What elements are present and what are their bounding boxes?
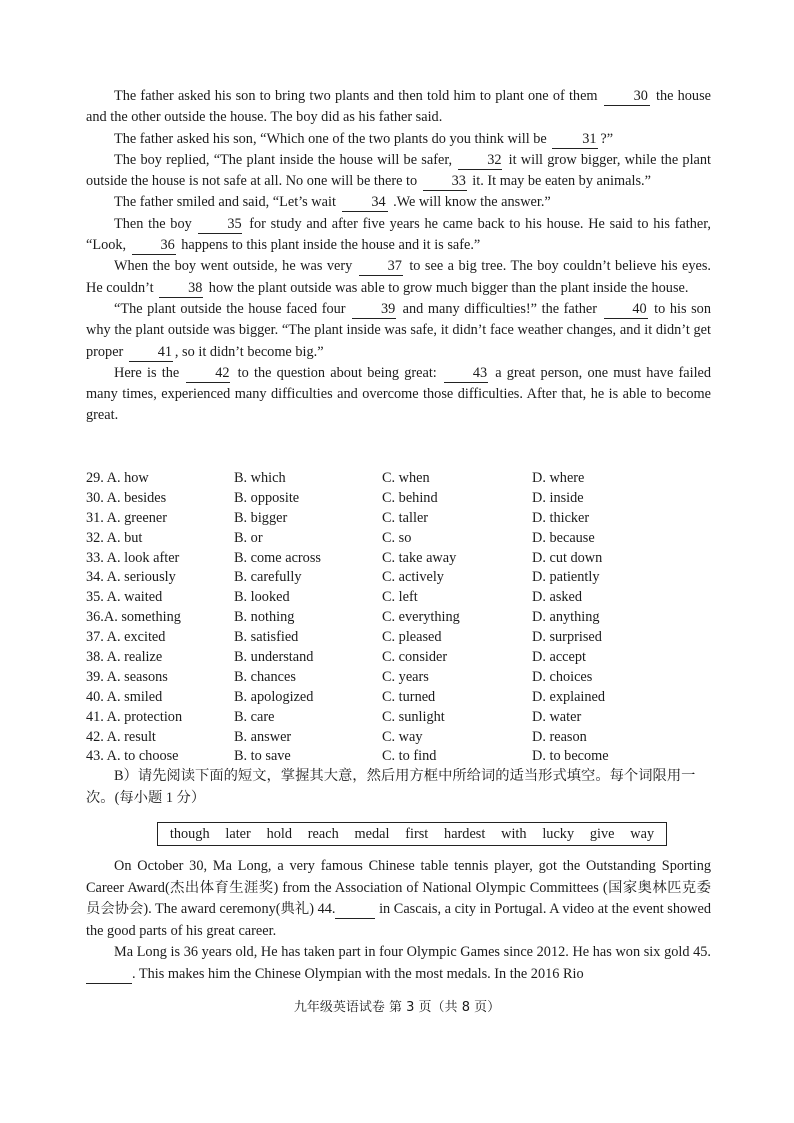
option-row-39: 39. A. seasons B. chances C. years D. choices xyxy=(86,668,593,685)
page-footer: 九年级英语试卷 第 3 页（共 8 页） xyxy=(293,1000,501,1015)
word-bank-item: first xyxy=(405,826,429,842)
word-bank xyxy=(157,822,667,846)
blank-33: 33 xyxy=(423,173,467,191)
paragraph: The boy replied, “The plant inside the house will be safer, 32 it will grow bigger, while the plant outside the house is not safe at all. No one will be there to 33 it. It may be eaten by animals.” xyxy=(86,151,712,190)
blank-42: 42 xyxy=(186,365,230,383)
paragraph: When the boy went outside, he was very 37 to see a big tree. The boy couldn’t believe his eyes. He couldn’t 38 how the plant outside was able to grow much bigger than the plant inside the house. xyxy=(86,258,711,296)
blank-39: 39 xyxy=(352,301,396,319)
paragraph: The father smiled and said, “Let’s wait 34 .We will know the answer.” xyxy=(114,194,551,211)
word-bank-item: hold xyxy=(266,826,292,842)
option-row-37: 37. A. excited B. satisfied C. pleased D. surprised xyxy=(86,629,602,646)
option-row-42: 42. A. result B. answer C. way D. reason xyxy=(86,728,587,745)
blank-44 xyxy=(335,901,375,919)
option-row-38: 38. A. realize B. understand C. consider D. accept xyxy=(86,649,586,666)
blank-41: 41 xyxy=(129,344,173,362)
blank-37: 37 xyxy=(359,258,403,276)
option-row-31: 31. A. greener B. bigger C. taller D. thicker xyxy=(86,509,590,526)
option-row-30: 30. A. besides B. opposite C. behind D. inside xyxy=(86,489,584,506)
paragraph: Here is the 42 to the question about being great: 43 a great person, one must have failed many times, experienced many difficulties and overcome those difficulties. After that, he is able to become great. xyxy=(86,364,712,424)
blank-38: 38 xyxy=(159,280,203,298)
paragraph: The father asked his son, “Which one of the two plants do you think will be 31 ?” xyxy=(114,130,614,147)
paragraph: Then the boy 35 for study and after five years he came back to his house. He said to his father, “Look, 36 happens to this plant inside the house and it is safe.” xyxy=(86,215,711,254)
paragraph: The father asked his son to bring two plants and then told him to plant one of them 30 the house and the other outside the house. The boy did as his father said. xyxy=(86,88,711,126)
option-row-34: 34. A. seriously B. carefully C. actively D. patiently xyxy=(86,569,600,586)
option-row-32: 32. A. but B. or C. so D. because xyxy=(86,529,595,546)
word-bank-item: with xyxy=(501,826,527,842)
option-row-41: 41. A. protection B. care C. sunlight D. water xyxy=(86,708,582,725)
blank-31: 31 xyxy=(552,131,598,149)
option-row-33: 33. A. look after B. come across C. take away D. cut down xyxy=(86,549,603,566)
word-bank-item: lucky xyxy=(542,826,575,842)
blank-34: 34 xyxy=(342,194,388,212)
blank-32: 32 xyxy=(458,152,502,170)
blank-30: 30 xyxy=(604,88,650,106)
blank-35: 35 xyxy=(198,216,242,234)
word-bank-item: medal xyxy=(354,826,390,842)
word-bank-item: give xyxy=(589,826,615,842)
paragraph: On October 30, Ma Long, a very famous Chinese table tennis player, got the Outstanding Sporting Career Award(杰出体育生涯奖) from the Association of National Olympic Committees (国家奥林匹克委员会协会). The award ceremony(典礼) 44. in Cascais, a city in Portugal. A video at the event showed the good parts of his great career. xyxy=(86,858,711,939)
section-b-instruction: B）请先阅读下面的短文，掌握其大意，然后用方框中所给词的适当形式填空。每个词限用一次。(每小题 1 分） xyxy=(86,768,696,806)
word-bank-item: way xyxy=(630,826,655,842)
blank-40: 40 xyxy=(604,301,648,319)
cloze-passage xyxy=(86,86,711,427)
word-bank-item: hardest xyxy=(444,826,486,842)
blank-43: 43 xyxy=(444,365,488,383)
option-row-36: 36.A. something B. nothing C. everything D. anything xyxy=(86,609,600,626)
blank-45 xyxy=(86,966,132,984)
option-row-43: 43. A. to choose B. to save C. to find D. to become xyxy=(86,748,609,765)
option-row-35: 35. A. waited B. looked C. left D. asked xyxy=(86,589,583,606)
blank-36: 36 xyxy=(132,237,176,255)
fill-in-passage xyxy=(86,856,711,985)
word-bank-item: later xyxy=(225,826,251,842)
option-row-29: 29. A. how B. which C. when D. where xyxy=(86,470,585,486)
word-bank-item: reach xyxy=(307,826,339,842)
word-bank-item: though xyxy=(169,826,210,842)
paragraph: “The plant outside the house faced four 39 and many difficulties!” the father 40 to his son why the plant outside was bigger. “The plant inside was safe, it didn’t face weather changes, and it didn’t get proper 41 , so it didn’t become big.” xyxy=(86,300,711,360)
answer-options xyxy=(86,469,726,767)
option-row-40: 40. A. smiled B. apologized C. turned D. explained xyxy=(86,688,606,705)
paragraph: Ma Long is 36 years old, He has taken part in four Olympic Games since 2012. He has won six gold 45. . This makes him the Chinese Olympian with the most medals. In the 2016 Rio xyxy=(86,942,711,985)
